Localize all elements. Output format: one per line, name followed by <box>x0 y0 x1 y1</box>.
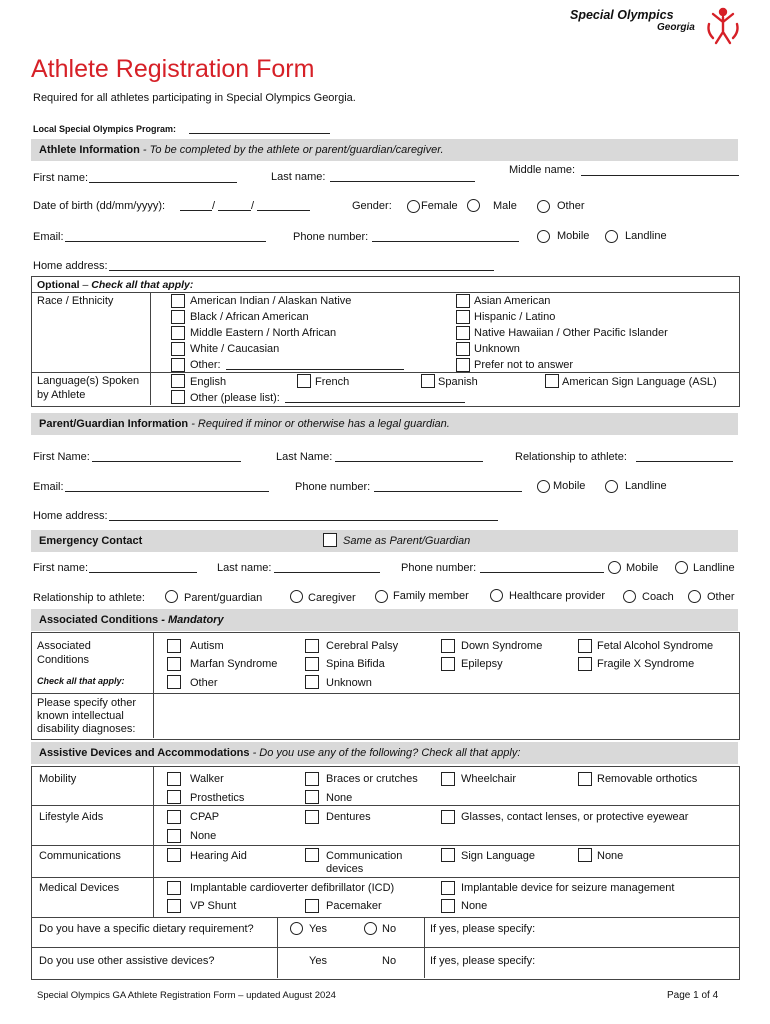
guardian-email-field[interactable] <box>65 491 269 492</box>
race-unknown-label: Unknown <box>474 343 520 355</box>
other-devices-yes-label[interactable]: Yes <box>309 955 327 967</box>
lang-english-checkbox[interactable] <box>171 374 185 388</box>
specify-diagnoses-field[interactable] <box>155 695 737 737</box>
race-american-indian-label: American Indian / Alaskan Native <box>190 295 352 307</box>
email-field[interactable] <box>65 241 266 242</box>
lifestyle-label: Lifestyle Aids <box>39 811 104 823</box>
guardian-address-label: Home address: <box>33 510 108 522</box>
med-pacemaker-checkbox[interactable] <box>305 899 319 913</box>
athlete-note: - To be completed by the athlete or parent/guardian/caregiver. <box>139 144 444 156</box>
mob-braces-checkbox[interactable] <box>305 772 319 786</box>
phone-mobile-label: Mobile <box>557 230 590 242</box>
footer-text: Special Olympics GA Athlete Registration Form – updated August 2024 <box>37 990 336 1001</box>
cond-other-checkbox[interactable] <box>167 675 181 689</box>
conditions-label-1: Associated <box>37 640 91 652</box>
special-olympics-logo-icon <box>703 2 743 46</box>
cond-marfan-label: Marfan Syndrome <box>190 658 278 670</box>
comm-device-label-1: Communication <box>326 850 403 862</box>
guardian-note: - Required if minor or otherwise has a legal guardian. <box>188 418 450 430</box>
dietary-yes-radio[interactable] <box>290 922 303 935</box>
comm-hearing-label: Hearing Aid <box>190 850 247 862</box>
med-seizure-label: Implantable device for seizure management <box>461 882 675 894</box>
emergency-first-name-field[interactable] <box>89 572 197 573</box>
same-as-guardian-label: Same as Parent/Guardian <box>343 535 471 547</box>
emergency-mobile-radio[interactable] <box>608 561 621 574</box>
lang-asl-label: American Sign Language (ASL) <box>562 376 717 388</box>
race-other-label: Other: <box>190 359 221 371</box>
comm-device-label-2: devices <box>326 863 364 875</box>
comm-hearing-checkbox[interactable] <box>167 848 181 862</box>
mob-none-label: None <box>326 792 353 804</box>
med-icd-checkbox[interactable] <box>167 881 181 895</box>
med-vpshunt-checkbox[interactable] <box>167 899 181 913</box>
devices-heading: Assistive Devices and Accommodations <box>39 747 250 759</box>
comm-none-label: None <box>597 850 624 862</box>
dietary-question: Do you have a specific dietary requirement? <box>39 923 254 935</box>
local-program-label: Local Special Olympics Program: <box>33 124 177 134</box>
optional-heading: Optional <box>37 279 80 291</box>
life-glasses-checkbox[interactable] <box>441 810 455 824</box>
race-pacific-label: Native Hawaiian / Other Pacific Islander <box>474 327 668 339</box>
guardian-section-header <box>31 413 738 435</box>
phone-mobile-radio[interactable] <box>537 230 550 243</box>
cond-epilepsy-label: Epilepsy <box>461 658 503 670</box>
gender-other-radio[interactable] <box>537 200 550 213</box>
other-devices-no-label[interactable]: No <box>382 955 397 967</box>
other-devices-specify-label: If yes, please specify: <box>430 955 536 967</box>
cond-other-label: Other <box>190 677 218 689</box>
lang-spanish-checkbox[interactable] <box>421 374 435 388</box>
athlete-section-header <box>31 139 738 161</box>
race-american-indian-checkbox[interactable] <box>171 294 185 308</box>
life-dentures-label: Dentures <box>326 811 371 823</box>
med-icd-label: Implantable cardioverter defibrillator (ICD) <box>190 882 395 894</box>
med-seizure-checkbox[interactable] <box>441 881 455 895</box>
first-name-field[interactable] <box>89 182 237 183</box>
last-name-field[interactable] <box>330 181 475 182</box>
guardian-phone-field[interactable] <box>374 491 522 492</box>
cond-down-checkbox[interactable] <box>441 639 455 653</box>
specify-label-1: Please specify other <box>37 697 137 709</box>
dob-sep-2: / <box>251 200 255 212</box>
mob-prosthetics-checkbox[interactable] <box>167 790 181 804</box>
mob-none-checkbox[interactable] <box>305 790 319 804</box>
race-pacific-checkbox[interactable] <box>456 326 470 340</box>
rel-healthcare-radio[interactable] <box>490 589 503 602</box>
mob-wheelchair-checkbox[interactable] <box>441 772 455 786</box>
dob-month-field[interactable] <box>218 210 251 211</box>
cond-autism-checkbox[interactable] <box>167 639 181 653</box>
logo-region: Georgia <box>657 22 695 33</box>
conditions-label-2: Conditions <box>37 654 89 666</box>
medical-label: Medical Devices <box>39 882 120 894</box>
med-pacemaker-label: Pacemaker <box>326 900 382 912</box>
race-prefer-not-checkbox[interactable] <box>456 358 470 372</box>
emergency-last-name-field[interactable] <box>274 572 380 573</box>
other-devices-question: Do you use other assistive devices? <box>39 955 215 967</box>
cond-epilepsy-checkbox[interactable] <box>441 657 455 671</box>
race-prefer-not-label: Prefer not to answer <box>474 359 574 371</box>
conditions-section-header <box>31 609 738 631</box>
first-name-label: First name: <box>33 172 89 184</box>
conditions-check-note: Check all that apply: <box>37 676 125 686</box>
comm-none-checkbox[interactable] <box>578 848 592 862</box>
communications-label: Communications <box>39 850 121 862</box>
language-label-2: by Athlete <box>37 389 86 401</box>
lang-other-checkbox[interactable] <box>171 390 185 404</box>
guardian-landline-label: Landline <box>625 480 667 492</box>
cond-cp-label: Cerebral Palsy <box>326 640 399 652</box>
local-program-field[interactable] <box>189 133 330 134</box>
lang-french-checkbox[interactable] <box>297 374 311 388</box>
conditions-heading: Associated Conditions <box>39 614 159 626</box>
page-subtitle: Required for all athletes participating in Special Olympics Georgia. <box>33 92 356 104</box>
cond-spina-checkbox[interactable] <box>305 657 319 671</box>
race-white-label: White / Caucasian <box>190 343 280 355</box>
cond-fragilex-label: Fragile X Syndrome <box>597 658 695 670</box>
life-none-label: None <box>190 830 217 842</box>
emergency-mobile-label: Mobile <box>626 562 659 574</box>
race-black-checkbox[interactable] <box>171 310 185 324</box>
cond-unknown-checkbox[interactable] <box>305 675 319 689</box>
last-name-label: Last name: <box>271 171 326 183</box>
life-glasses-label: Glasses, contact lenses, or protective eyewear <box>461 811 689 823</box>
mob-orthotics-checkbox[interactable] <box>578 772 592 786</box>
mob-walker-label: Walker <box>190 773 224 785</box>
mob-orthotics-label: Removable orthotics <box>597 773 698 785</box>
cond-fragilex-checkbox[interactable] <box>578 657 592 671</box>
emergency-heading: Emergency Contact <box>39 535 143 547</box>
dietary-yes-label: Yes <box>309 923 327 935</box>
lang-english-label: English <box>190 376 227 388</box>
comm-sign-label: Sign Language <box>461 850 536 862</box>
dietary-no-label: No <box>382 923 397 935</box>
life-cpap-label: CPAP <box>190 811 220 823</box>
cond-marfan-checkbox[interactable] <box>167 657 181 671</box>
email-label: Email: <box>33 231 64 243</box>
mob-walker-checkbox[interactable] <box>167 772 181 786</box>
race-mena-checkbox[interactable] <box>171 326 185 340</box>
rel-family-label: Family member <box>393 590 469 602</box>
guardian-heading: Parent/Guardian Information <box>39 418 189 430</box>
guardian-relationship-field[interactable] <box>636 461 733 462</box>
rel-other-radio[interactable] <box>688 590 701 603</box>
comm-device-checkbox[interactable] <box>305 848 319 862</box>
race-asian-label: Asian American <box>474 295 551 307</box>
life-dentures-checkbox[interactable] <box>305 810 319 824</box>
emergency-phone-label: Phone number: <box>401 562 477 574</box>
guardian-first-name-label: First Name: <box>33 451 90 463</box>
lang-french-label: French <box>315 376 350 388</box>
gender-other-label: Other <box>557 200 585 212</box>
race-asian-checkbox[interactable] <box>456 294 470 308</box>
specify-label-2: known intellectual <box>37 710 124 722</box>
rel-caregiver-label: Caregiver <box>308 592 356 604</box>
guardian-landline-radio[interactable] <box>605 480 618 493</box>
guardian-relationship-label: Relationship to athlete: <box>515 451 627 463</box>
emergency-relationship-label: Relationship to athlete: <box>33 592 145 604</box>
cond-fasd-checkbox[interactable] <box>578 639 592 653</box>
gender-female-label: Female <box>421 200 458 212</box>
mob-braces-label: Braces or crutches <box>326 773 418 785</box>
cond-cp-checkbox[interactable] <box>305 639 319 653</box>
guardian-mobile-radio[interactable] <box>537 480 550 493</box>
mob-wheelchair-label: Wheelchair <box>461 773 517 785</box>
comm-sign-checkbox[interactable] <box>441 848 455 862</box>
rel-healthcare-label: Healthcare provider <box>509 590 605 602</box>
race-label: Race / Ethnicity <box>37 295 114 307</box>
med-none-label: None <box>461 900 488 912</box>
guardian-mobile-label: Mobile <box>553 480 586 492</box>
guardian-first-name-field[interactable] <box>92 461 241 462</box>
guardian-address-field[interactable] <box>109 520 498 521</box>
home-address-label: Home address: <box>33 260 108 272</box>
middle-name-label: Middle name: <box>509 164 576 176</box>
dob-year-field[interactable] <box>257 210 310 211</box>
cond-down-label: Down Syndrome <box>461 640 543 652</box>
dob-label: Date of birth (dd/mm/yyyy): <box>33 200 166 212</box>
lang-asl-checkbox[interactable] <box>545 374 559 388</box>
home-address-field[interactable] <box>109 270 494 271</box>
guardian-last-name-label: Last Name: <box>276 451 333 463</box>
page-number: Page 1 of 4 <box>667 990 719 1001</box>
language-label-1: Language(s) Spoken <box>37 375 140 387</box>
mob-prosthetics-label: Prosthetics <box>190 792 245 804</box>
specify-label-3: disability diagnoses: <box>37 723 136 735</box>
dob-day-field[interactable] <box>180 210 212 211</box>
dietary-no-radio[interactable] <box>364 922 377 935</box>
guardian-phone-label: Phone number: <box>295 481 371 493</box>
phone-landline-radio[interactable] <box>605 230 618 243</box>
race-white-checkbox[interactable] <box>171 342 185 356</box>
phone-field[interactable] <box>372 241 519 242</box>
gender-female-radio[interactable] <box>407 200 420 213</box>
race-hispanic-checkbox[interactable] <box>456 310 470 324</box>
emergency-landline-radio[interactable] <box>675 561 688 574</box>
athlete-heading: Athlete Information <box>39 144 140 156</box>
emergency-last-name-label: Last name: <box>217 562 272 574</box>
race-black-label: Black / African American <box>190 311 309 323</box>
same-as-guardian-checkbox[interactable] <box>323 533 337 547</box>
optional-heading-note: Check all that apply: <box>91 279 194 291</box>
gender-label: Gender: <box>352 200 392 212</box>
lang-other-field[interactable] <box>285 402 465 403</box>
race-unknown-checkbox[interactable] <box>456 342 470 356</box>
emergency-phone-field[interactable] <box>480 572 604 573</box>
phone-landline-label: Landline <box>625 230 667 242</box>
rel-family-radio[interactable] <box>375 590 388 603</box>
logo-brand: Special Olympics <box>570 8 674 22</box>
cond-unknown-label: Unknown <box>326 677 372 689</box>
optional-heading-row: Optional – Check all that apply: <box>37 279 194 291</box>
lang-spanish-label: Spanish <box>438 376 478 388</box>
emergency-first-name-label: First name: <box>33 562 89 574</box>
race-other-field[interactable] <box>226 369 404 370</box>
life-cpap-checkbox[interactable] <box>167 810 181 824</box>
emergency-landline-label: Landline <box>693 562 735 574</box>
phone-label: Phone number: <box>293 231 369 243</box>
lang-other-label: Other (please list): <box>190 392 280 404</box>
cond-autism-label: Autism <box>190 640 224 652</box>
race-hispanic-label: Hispanic / Latino <box>474 311 556 323</box>
rel-parent-radio[interactable] <box>165 590 178 603</box>
rel-coach-radio[interactable] <box>623 590 636 603</box>
devices-section-header <box>31 742 738 764</box>
dob-sep-1: / <box>212 200 216 212</box>
med-vpshunt-label: VP Shunt <box>190 900 237 912</box>
mobility-label: Mobility <box>39 773 77 785</box>
life-none-checkbox[interactable] <box>167 829 181 843</box>
cond-spina-label: Spina Bifida <box>326 658 385 670</box>
med-none-checkbox[interactable] <box>441 899 455 913</box>
rel-other-label: Other <box>707 591 735 603</box>
gender-male-label: Male <box>493 200 517 212</box>
middle-name-field[interactable] <box>581 175 739 176</box>
page-title: Athlete Registration Form <box>31 55 315 83</box>
guardian-last-name-field[interactable] <box>335 461 483 462</box>
race-other-checkbox[interactable] <box>171 358 185 372</box>
conditions-heading-note: - Mandatory <box>158 614 224 626</box>
cond-fasd-label: Fetal Alcohol Syndrome <box>597 640 714 652</box>
gender-male-radio[interactable] <box>467 199 480 212</box>
rel-parent-label: Parent/guardian <box>184 592 263 604</box>
race-mena-label: Middle Eastern / North African <box>190 327 337 339</box>
rel-caregiver-radio[interactable] <box>290 590 303 603</box>
rel-coach-label: Coach <box>642 591 674 603</box>
guardian-email-label: Email: <box>33 481 64 493</box>
dietary-specify-label: If yes, please specify: <box>430 923 536 935</box>
devices-note: - Do you use any of the following? Check all that apply: <box>249 747 521 759</box>
